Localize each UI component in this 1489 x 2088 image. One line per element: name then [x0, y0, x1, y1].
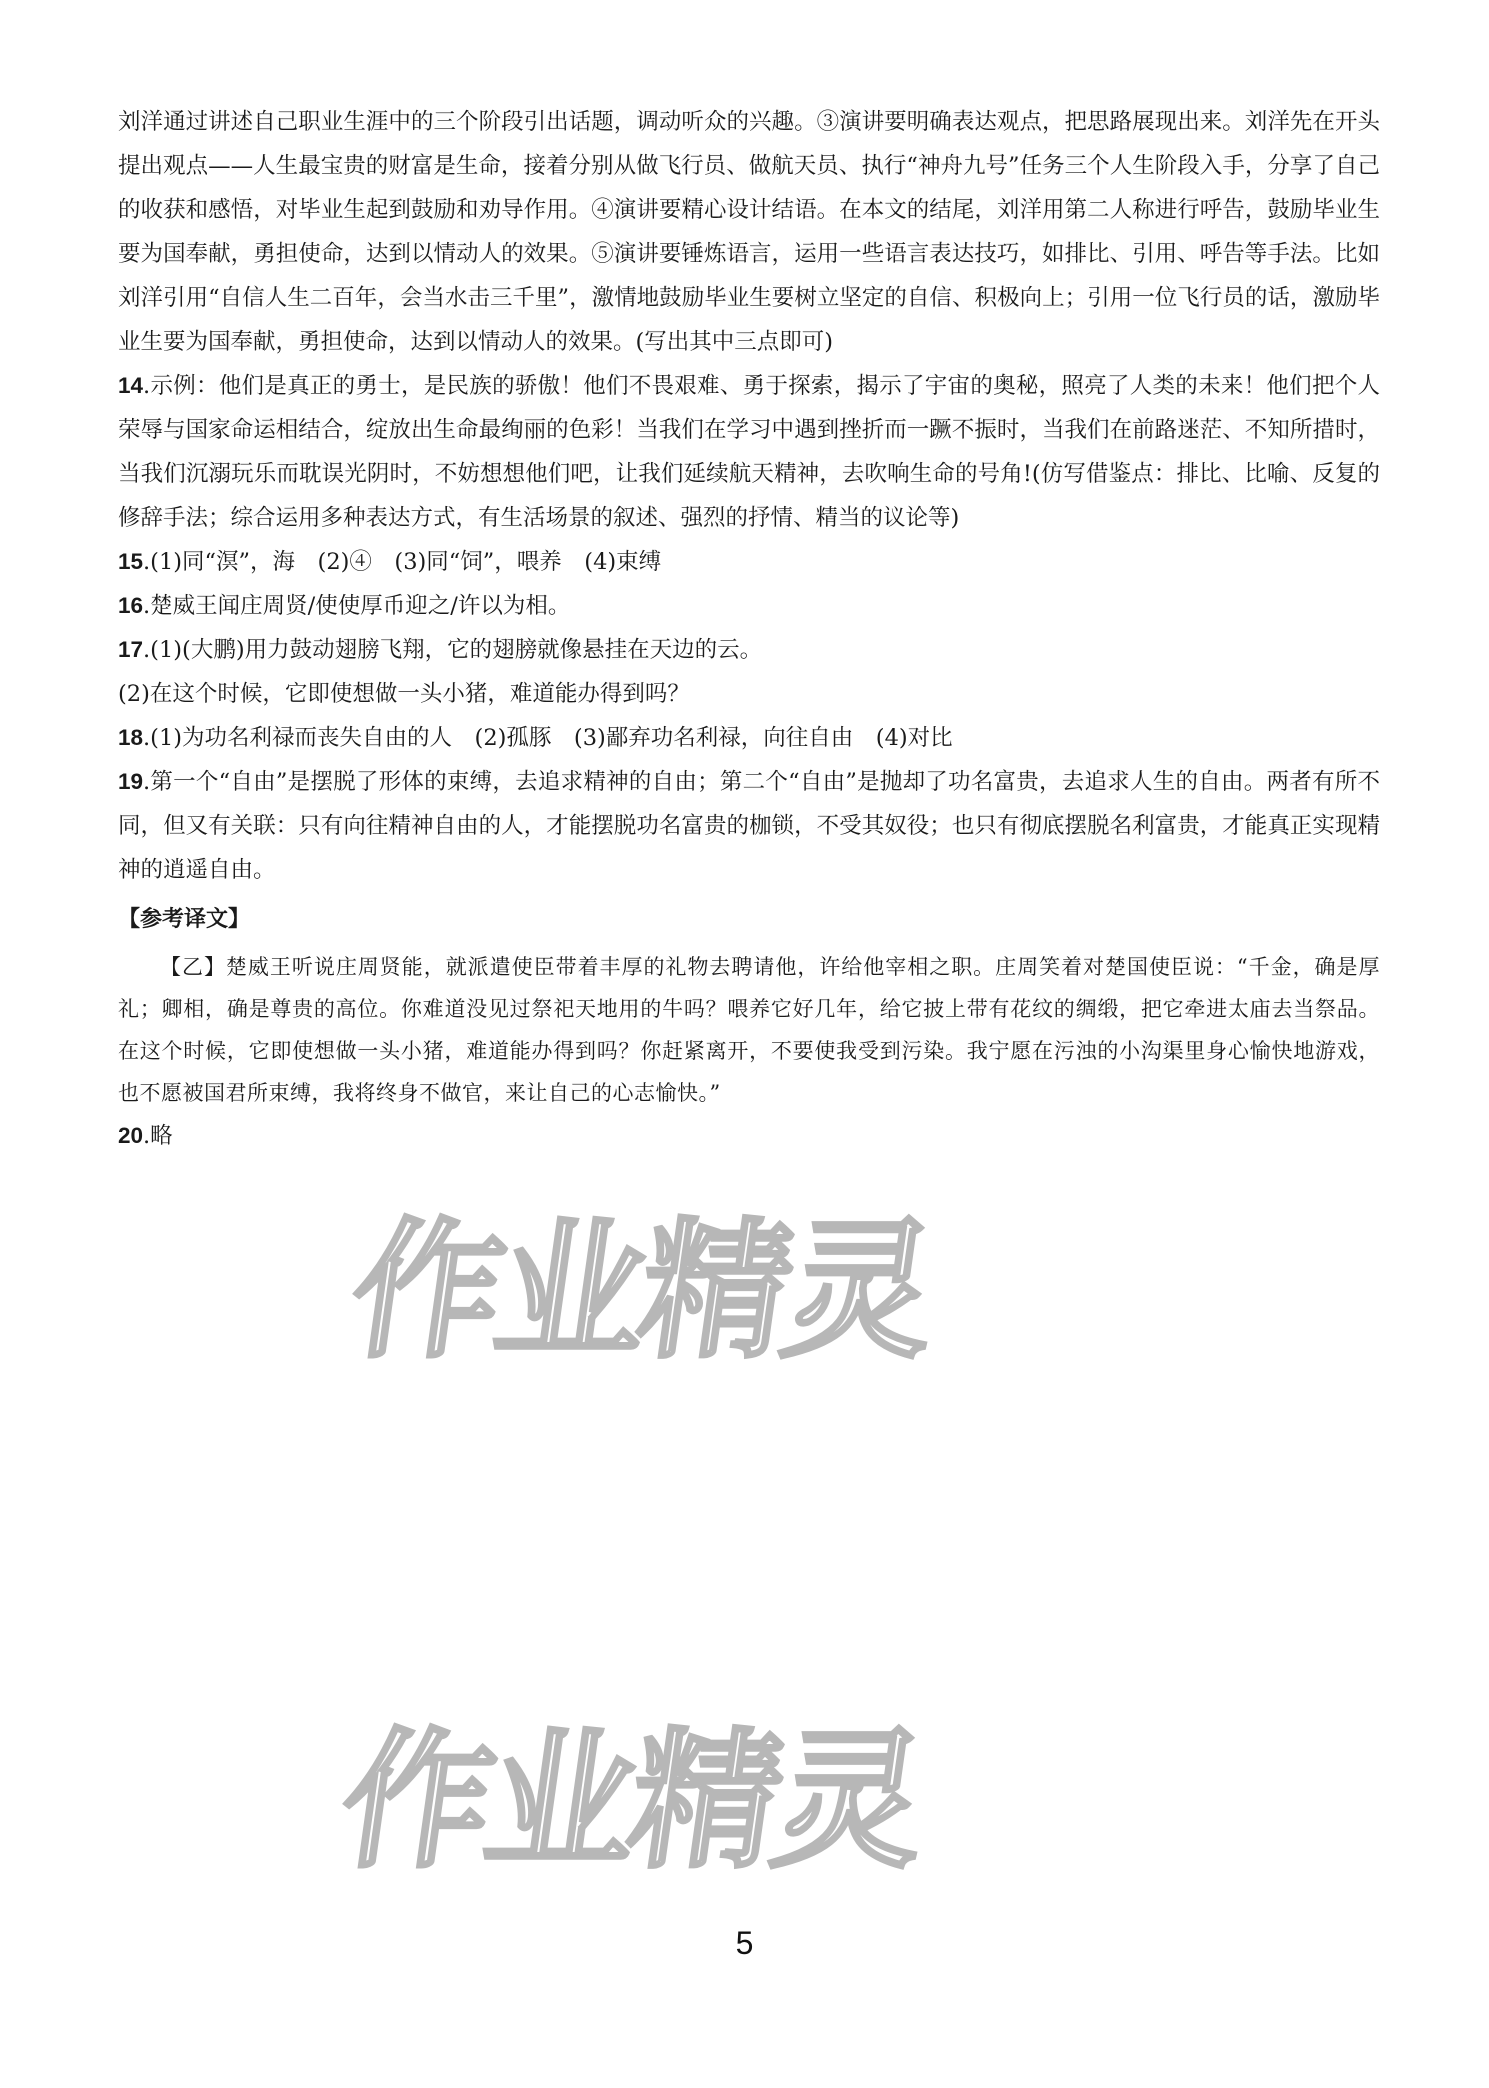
translation-heading: 【参考译文】	[118, 907, 251, 932]
answer-16	[118, 584, 1380, 628]
answer-text: .楚威王闻庄周贤/使使厚币迎之/许以为相。	[143, 593, 571, 619]
watermark: 作业精灵	[340, 1205, 942, 1379]
watermark: 作业精灵	[330, 1715, 932, 1889]
answer-20	[118, 1114, 1380, 1158]
answer-13-continued: 刘洋通过讲述自己职业生涯中的三个阶段引出话题，调动听众的兴趣。③演讲要明确表达观点，把思路展现出来。刘洋先在开头提出观点——人生最宝贵的财富是生命，接着分别从做飞行员、做航天员、执行“神舟九号”任务三个人生阶段入手，分享了自己的收获和感悟，对毕业生起到鼓励和劝导作用。④演讲要精心设计结语。在本文的结尾，刘洋用第二人称进行呼告，鼓励毕业生要为国奉献，勇担使命，达到以情动人的效果。⑤演讲要锤炼语言，运用一些语言表达技巧，如排比、引用、呼告等手法。比如刘洋引用“自信人生二百年，会当水击三千里”，激情地鼓励毕业生要树立坚定的自信、积极向上；引用一位飞行员的话，激励毕业生要为国奉献，勇担使命，达到以情动人的效果。(写出其中三点即可)	[118, 109, 1380, 355]
question-number: 16	[118, 593, 144, 618]
answer-17	[118, 628, 1380, 672]
answer-15	[118, 540, 1380, 584]
question-number: 20	[118, 1123, 144, 1148]
answer-text: .示例：他们是真正的勇士，是民族的骄傲！他们不畏艰难、勇于探索，揭示了宇宙的奥秘，照亮了人类的未来！他们把个人荣辱与国家命运相结合，绽放出生命最绚丽的色彩！当我们在学习中遇到挫折而一蹶不振时，当我们在前路迷茫、不知所措时，当我们沉溺玩乐而耽误光阴时，不妨想想他们吧，让我们延续航天精神，去吹响生命的号角!(仿写借鉴点：排比、比喻、反复的修辞手法；综合运用多种表达方式，有生活场景的叙述、强烈的抒情、精当的议论等)	[118, 373, 1380, 531]
answer-text: .(1)(大鹏)用力鼓动翅膀飞翔，它的翅膀就像悬挂在天边的云。	[143, 637, 763, 663]
answer-text: .略	[143, 1123, 173, 1149]
translation-text: 【乙】楚威王听说庄周贤能，就派遣使臣带着丰厚的礼物去聘请他，许给他宰相之职。庄周笑着对楚国使臣说：“千金，确是厚礼；卿相，确是尊贵的高位。你难道没见过祭祀天地用的牛吗？喂养它好几年，给它披上带有花纹的绸缎，把它牵进太庙去当祭品。在这个时候，它即使想做一头小猪，难道能办得到吗？你赶紧离开，不要使我受到污染。我宁愿在污浊的小沟渠里身心愉快地游戏，也不愿被国君所束缚，我将终身不做官，来让自己的心志愉快。”	[118, 955, 1380, 1105]
answer-text: .(1)同“溟”，海 (2)④ (3)同“饲”，喂养 (4)束缚	[143, 549, 662, 575]
question-number: 17	[118, 637, 144, 662]
question-number: 18	[118, 725, 144, 750]
question-number: 14	[118, 373, 144, 398]
answer-content	[118, 100, 1380, 1158]
answer-18	[118, 716, 1380, 760]
page-number: 5	[735, 1925, 754, 1961]
answer-text: .第一个“自由”是摆脱了形体的束缚，去追求精神的自由；第二个“自由”是抛却了功名富贵，去追求人生的自由。两者有所不同，但又有关联：只有向往精神自由的人，才能摆脱功名富贵的枷锁，不受其奴役；也只有彻底摆脱名利富贵，才能真正实现精神的逍遥自由。	[118, 769, 1380, 883]
answer-17-part2: (2)在这个时候，它即使想做一头小猪，难道能办得到吗？	[118, 681, 690, 707]
answer-14	[118, 364, 1380, 540]
answer-19	[118, 760, 1380, 892]
question-number: 15	[118, 549, 144, 574]
answer-text: .(1)为功名利禄而丧失自由的人 (2)孤豚 (3)鄙弃功名利禄，向往自由 (4)对比	[143, 725, 953, 751]
question-number: 19	[118, 769, 144, 794]
